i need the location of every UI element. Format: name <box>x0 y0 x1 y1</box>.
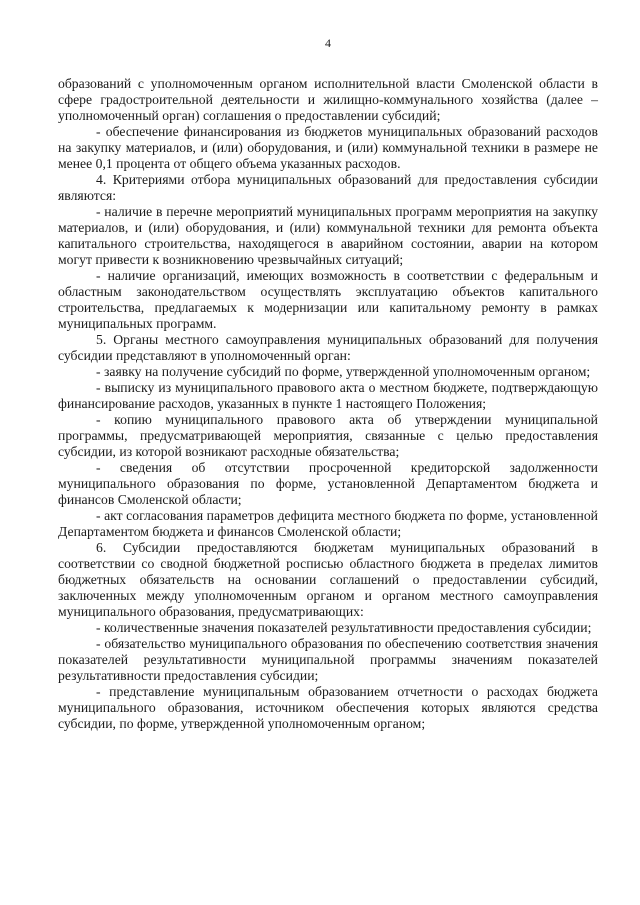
page-number: 4 <box>325 36 331 50</box>
paragraph-2: - обеспечение финансирования из бюджетов муниципальных образований расходов на закупку материалов, и (или) оборудования, и (или) коммунальной техники в размере не менее 0,1 процента от общего объема указанных расходов. <box>58 124 598 171</box>
paragraph-15: - представление муниципальным образованием отчетности о расходах бюджета муниципального образования, источником обеспечения которых являются средства субсидии, по форме, утвержденной уполномоченным органом; <box>58 684 598 731</box>
paragraph-1: образований с уполномоченным органом исполнительной власти Смоленской области в сфере градостроительной деятельности и жилищно-коммунального хозяйства (далее – уполномоченный орган) соглашения о предоставлении субсидий; <box>58 76 598 123</box>
paragraph-7: - заявку на получение субсидий по форме, утвержденной уполномоченным органом; <box>96 364 591 379</box>
paragraph-11: - акт согласования параметров дефицита местного бюджета по форме, установленной Департаментом бюджета и финансов Смоленской области; <box>58 508 598 539</box>
paragraph-5: - наличие организаций, имеющих возможность в соответствии с федеральным и областным законодательством осуществлять эксплуатацию объектов капитального строительства, предлагаемых к модернизации или капитальному ремонту в рамках муниципальных программ. <box>58 268 598 331</box>
paragraph-14: - обязательство муниципального образования по обеспечению соответствия значения показателей результативности муниципальной программы значениям показателей результативности предоставления субсидии; <box>58 636 598 683</box>
paragraph-13: - количественные значения показателей результативности предоставления субсидии; <box>96 620 592 635</box>
paragraph-6: 5. Органы местного самоуправления муниципальных образований для получения субсидии представляют в уполномоченный орган: <box>58 332 598 363</box>
document-body <box>58 76 598 732</box>
paragraph-3: 4. Критериями отбора муниципальных образований для предоставления субсидии являются: <box>58 172 598 203</box>
document-page <box>58 36 598 732</box>
paragraph-4: - наличие в перечне мероприятий муниципальных программ мероприятия на закупку материалов, и (или) оборудования, и (или) коммунальной техники для ремонта объекта капитального строительства, находящегося в аварийном состоянии, аварии на котором могут привести к возникновению чрезвычайных ситуаций; <box>58 204 598 267</box>
paragraph-10: - сведения об отсутствии просроченной кредиторской задолженности муниципального образования по форме, установленной Департаментом бюджета и финансов Смоленской области; <box>58 460 598 507</box>
paragraph-12: 6. Субсидии предоставляются бюджетам муниципальных образований в соответствии со сводной бюджетной росписью областного бюджета в пределах лимитов бюджетных обязательств на основании соглашений о предоставлении субсидий, заключенных между уполномоченным органом и органом местного самоуправления муниципального образования, предусматривающих: <box>58 540 598 619</box>
paragraph-9: - копию муниципального правового акта об утверждении муниципальной программы, предусматривающей мероприятия, связанные с целью предоставления субсидии, из которой возникают расходные обязательства; <box>58 412 598 459</box>
paragraph-8: - выписку из муниципального правового акта о местном бюджете, подтверждающую финансирование расходов, указанных в пункте 1 настоящего Положения; <box>58 380 598 411</box>
